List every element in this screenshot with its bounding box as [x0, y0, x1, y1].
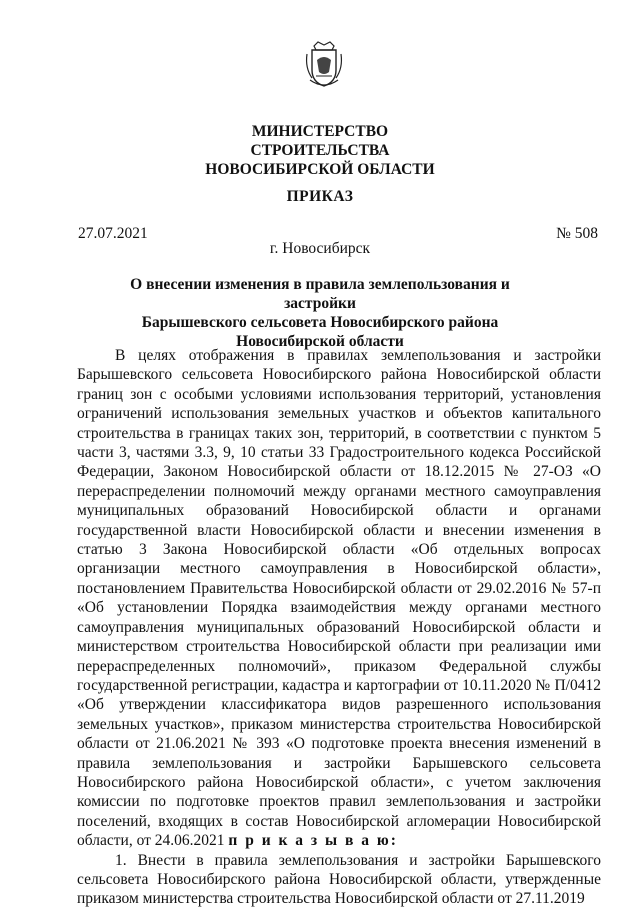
order-city: г. Новосибирск	[269, 240, 371, 257]
order-subject	[100, 275, 540, 351]
document-type: ПРИКАЗ	[286, 188, 354, 205]
ministry-line-3: НОВОСИБИРСКОЙ ОБЛАСТИ	[205, 161, 435, 178]
prikazyvayu-word: п р и к а з ы в а ю:	[228, 832, 398, 850]
order-date: 27.07.2021	[78, 225, 148, 242]
body-paragraph-1	[77, 346, 601, 851]
order-body	[77, 346, 601, 909]
subject-line-3: Новосибирской области	[236, 333, 404, 350]
ministry-header	[0, 122, 640, 179]
paragraph-1-text: В целях отображения в правилах землепользования и застройки Барышевского сельсовета Новосибирского района Новосибирской области границ зон с особыми условиями использования территорий, установления ограничений использования земельных участков и объектов капитального строительства в границах таких зон, территорий, в соответствии с пунктом 5 части 3, частями 3.3, 9, 10 статьи 33 Градостроительного кодекса Российской Федерации, Законом Новосибирской области от 18.12.2015 № 27-ОЗ «О перераспределении полномочий между органами местного самоуправления муниципальных образований Новосибирской области и органами государственной власти Новосибирской области и внесении изменения в статью 3 Закона Новосибирской области «Об отдельных вопросах организации местного самоуправления в Новосибирской области», постановлением Правительства Новосибирской области от 29.02.2016 № 57-п «Об установлении Порядка взаимодействия между органами местного самоуправления муниципальных образований Новосибирской области и министерством строительства Новосибирской области при реализации ими перераспределенных полномочий», приказом Федеральной службы государственной регистрации, кадастра и картографии от 10.11.2020 № П/0412 «Об утверждении классификатора видов разрешенного использования земельных участков», приказом министерства строительства Новосибирской области от 21.06.2021 № 393 «О подготовке проекта внесения изменений в правила землепользования и застройки Барышевского сельсовета Новосибирского района Новосибирской области», с учетом заключения комиссии по подготовке проектов правил землепользования и застройки поселений, входящих в состав Новосибирской агломерации Новосибирской области, от 24.06.2021	[77, 347, 601, 850]
body-paragraph-2: 1. Внести в правила землепользования и застройки Барышевского сельсовета Новосибирского района Новосибирской области, утвержденные приказом министерства строительства Новосибирской области от 27.11.2019	[77, 851, 601, 908]
coat-of-arms-emblem	[304, 40, 344, 90]
order-number: № 508	[556, 225, 598, 242]
ministry-line-1: МИНИСТЕРСТВО	[251, 123, 389, 140]
subject-line-1: О внесении изменения в правила землепользования и застройки	[130, 276, 510, 312]
ministry-line-2: СТРОИТЕЛЬСТВА	[250, 142, 390, 159]
subject-line-2: Барышевского сельсовета Новосибирского района	[141, 314, 499, 331]
